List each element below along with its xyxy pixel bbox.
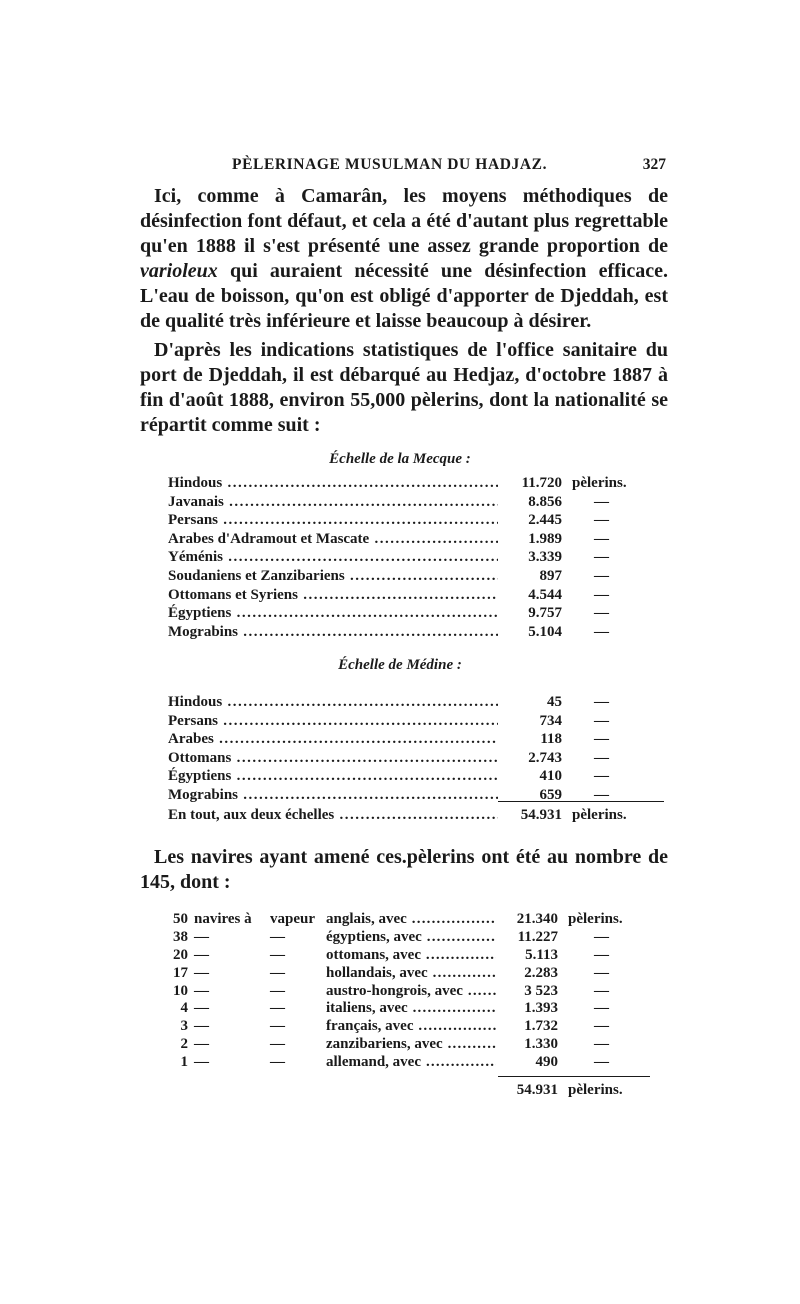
ship-row — [164, 911, 644, 929]
row-value: 5.104 — [528, 623, 562, 640]
row-unit: — — [594, 712, 609, 729]
row-unit: — — [594, 530, 609, 547]
ship-value: 11.227 — [517, 928, 558, 945]
ship-value: 2.283 — [524, 964, 558, 981]
ship-unit: — — [594, 1018, 609, 1035]
row-label: Yéménis ..... — [168, 548, 498, 567]
ship-count: 10 — [173, 982, 188, 999]
table-row — [168, 586, 648, 605]
ship-col-1: — — [194, 1036, 209, 1053]
total-rule-medine — [498, 801, 664, 802]
ship-col-3: — — [270, 1036, 285, 1053]
row-label: Soudaniens et Zanzibariens ..... — [168, 567, 498, 586]
ship-nationality: zanzibariens, avec ..... — [326, 1036, 496, 1054]
ship-nationality: français, avec ..... — [326, 1018, 496, 1036]
row-label: Arabes ..... — [168, 730, 498, 749]
ship-row — [164, 1018, 644, 1036]
row-value: 897 — [539, 567, 562, 584]
ship-col-1: — — [194, 982, 209, 999]
paragraph-disinfection — [140, 184, 668, 334]
total-unit: pèlerins. — [572, 807, 627, 823]
total-value: 54.931 — [520, 807, 562, 823]
row-unit: — — [594, 512, 609, 529]
section-title-medine: Échelle de Médine : — [338, 657, 462, 673]
table-medine — [168, 693, 648, 805]
table-ships — [164, 911, 644, 1072]
paragraph-statistics: D'après les indications statistiques de l'office sanitaire du port de Djeddah, il est débarqué au Hedjaz, d'octobre 1887 à fin d'août 1888, environ 55,000 pèlerins, dont la nationalité se répartit comme suit : — [140, 339, 668, 436]
row-unit: — — [594, 786, 609, 803]
row-label: Mograbins ..... — [168, 623, 498, 642]
ship-count: 20 — [173, 946, 188, 963]
table-row — [168, 767, 648, 786]
ship-count: 50 — [173, 911, 188, 927]
ship-count: 38 — [173, 928, 188, 945]
ship-value: 21.340 — [516, 911, 558, 927]
ship-col-3: — — [270, 928, 285, 945]
ship-unit: — — [594, 1000, 609, 1017]
row-unit: — — [594, 694, 609, 710]
ship-unit: — — [594, 946, 609, 963]
ship-row — [164, 929, 644, 947]
row-value: 659 — [539, 786, 562, 803]
row-value: 3.339 — [528, 549, 562, 566]
table-row — [168, 530, 648, 549]
ship-col-1: — — [194, 928, 209, 945]
row-label: Javanais ..... — [168, 493, 498, 512]
ships-total-unit: pèlerins. — [568, 1082, 623, 1098]
table-row — [168, 493, 648, 512]
row-value: 8.856 — [528, 493, 562, 510]
section-title-mecque: Échelle de la Mecque : — [329, 451, 471, 467]
ship-value: 490 — [535, 1054, 558, 1071]
row-unit: — — [594, 493, 609, 510]
ship-nationality: italiens, avec ..... — [326, 1000, 496, 1018]
running-title: PÈLERINAGE MUSULMAN DU HADJAZ. — [232, 156, 548, 173]
row-label: Ottomans et Syriens ..... — [168, 586, 498, 605]
paragraph-ships: Les navires ayant amené ces.pèlerins ont été au nombre de 145, dont : — [140, 846, 668, 893]
ship-col-3: — — [270, 1018, 285, 1035]
table-row — [168, 604, 648, 623]
row-label: Égyptiens ..... — [168, 767, 498, 786]
table-row — [168, 730, 648, 749]
table-medine-total — [168, 806, 648, 825]
ship-count: 2 — [180, 1036, 188, 1053]
row-value: 734 — [539, 712, 562, 729]
ship-count: 17 — [173, 964, 188, 981]
ship-value: 1.732 — [524, 1018, 558, 1035]
ships-total-value: 54.931 — [516, 1082, 558, 1098]
ship-unit: — — [594, 1054, 609, 1071]
ship-col-3: — — [270, 964, 285, 981]
table-mecque — [168, 474, 648, 641]
ship-row — [164, 965, 644, 983]
ship-col-3: — — [270, 1054, 285, 1071]
ship-col-1: — — [194, 1018, 209, 1035]
row-unit: — — [594, 586, 609, 603]
paragraph-text: Ici, comme à Camarân, les moyens méthodiques de désinfection font défaut, et cela a été d'autant plus regrettable qu'en 1888 il s'est présenté une assez grande proportion de — [140, 185, 668, 257]
ship-row — [164, 1054, 644, 1072]
ship-nationality: allemand, avec ..... — [326, 1054, 496, 1072]
row-label: Mograbins ..... — [168, 786, 498, 805]
table-row — [168, 511, 648, 530]
total-rule-ships — [498, 1076, 650, 1077]
row-unit: — — [594, 731, 609, 748]
row-value: 45 — [547, 694, 562, 710]
table-row — [168, 474, 648, 493]
row-value: 11.720 — [521, 475, 562, 491]
ship-col-3: vapeur — [270, 911, 315, 927]
ship-col-1: navires à — [194, 911, 252, 927]
row-unit: — — [594, 623, 609, 640]
ship-row — [164, 983, 644, 1001]
table-row — [168, 749, 648, 768]
row-label: Persans ..... — [168, 511, 498, 530]
ship-col-1: — — [194, 964, 209, 981]
row-value: 1.989 — [528, 530, 562, 547]
ship-row — [164, 1000, 644, 1018]
ship-col-3: — — [270, 1000, 285, 1017]
row-unit: — — [594, 549, 609, 566]
ship-value: 1.330 — [524, 1036, 558, 1053]
ship-count: 3 — [180, 1018, 188, 1035]
row-value: 118 — [540, 731, 562, 748]
row-value: 410 — [539, 768, 562, 785]
row-unit: — — [594, 768, 609, 785]
row-value: 9.757 — [528, 605, 562, 622]
row-value: 4.544 — [528, 586, 562, 603]
row-label: Persans ..... — [168, 712, 498, 731]
row-label: Ottomans ..... — [168, 749, 498, 768]
paragraph-text: qui auraient nécessité une désinfection efficace. L'eau de boisson, qu'on est obligé d'apporter de Djeddah, est de qualité très inférieure et laisse beaucoup à désirer. — [140, 260, 668, 332]
ship-col-1: — — [194, 946, 209, 963]
ship-row — [164, 947, 644, 965]
row-label: Hindous ..... — [168, 474, 498, 493]
ships-total-row — [164, 1082, 644, 1100]
ship-col-1: — — [194, 1000, 209, 1017]
ship-row — [164, 1036, 644, 1054]
table-row — [168, 623, 648, 642]
ship-nationality: ottomans, avec ..... — [326, 947, 496, 965]
row-label: Hindous ..... — [168, 693, 498, 712]
page-header — [140, 156, 668, 178]
table-row — [168, 567, 648, 586]
total-label: En tout, aux deux échelles ..... — [168, 806, 498, 825]
row-label: Égyptiens ..... — [168, 604, 498, 623]
ship-nationality: anglais, avec ..... — [326, 911, 496, 929]
ship-value: 1.393 — [524, 1000, 558, 1017]
row-label: Arabes d'Adramout et Mascate ..... — [168, 530, 498, 549]
table-row — [168, 548, 648, 567]
ship-unit: — — [594, 982, 609, 999]
ship-unit: — — [594, 964, 609, 981]
row-value: 2.743 — [528, 749, 562, 766]
row-value: 2.445 — [528, 512, 562, 529]
ship-value: 3 523 — [524, 982, 558, 999]
ship-value: 5.113 — [525, 946, 558, 963]
row-unit: — — [594, 749, 609, 766]
page-number: 327 — [642, 156, 666, 173]
paragraph-emphasis: varioleux — [140, 260, 218, 282]
ship-count: 4 — [180, 1000, 188, 1017]
ship-col-1: — — [194, 1054, 209, 1071]
total-row — [168, 806, 648, 825]
row-unit: — — [594, 605, 609, 622]
row-unit: — — [594, 567, 609, 584]
ship-col-3: — — [270, 982, 285, 999]
ship-nationality: égyptiens, avec ..... — [326, 929, 496, 947]
ship-count: 1 — [180, 1054, 188, 1071]
ship-unit: — — [594, 928, 609, 945]
ship-unit: pèlerins. — [568, 911, 623, 927]
table-row — [168, 712, 648, 731]
ship-unit: — — [594, 1036, 609, 1053]
ship-nationality: austro-hongrois, avec ..... — [326, 983, 496, 1001]
table-row — [168, 693, 648, 712]
ship-nationality: hollandais, avec ..... — [326, 965, 496, 983]
row-unit: pèlerins. — [572, 475, 627, 491]
ship-col-3: — — [270, 946, 285, 963]
